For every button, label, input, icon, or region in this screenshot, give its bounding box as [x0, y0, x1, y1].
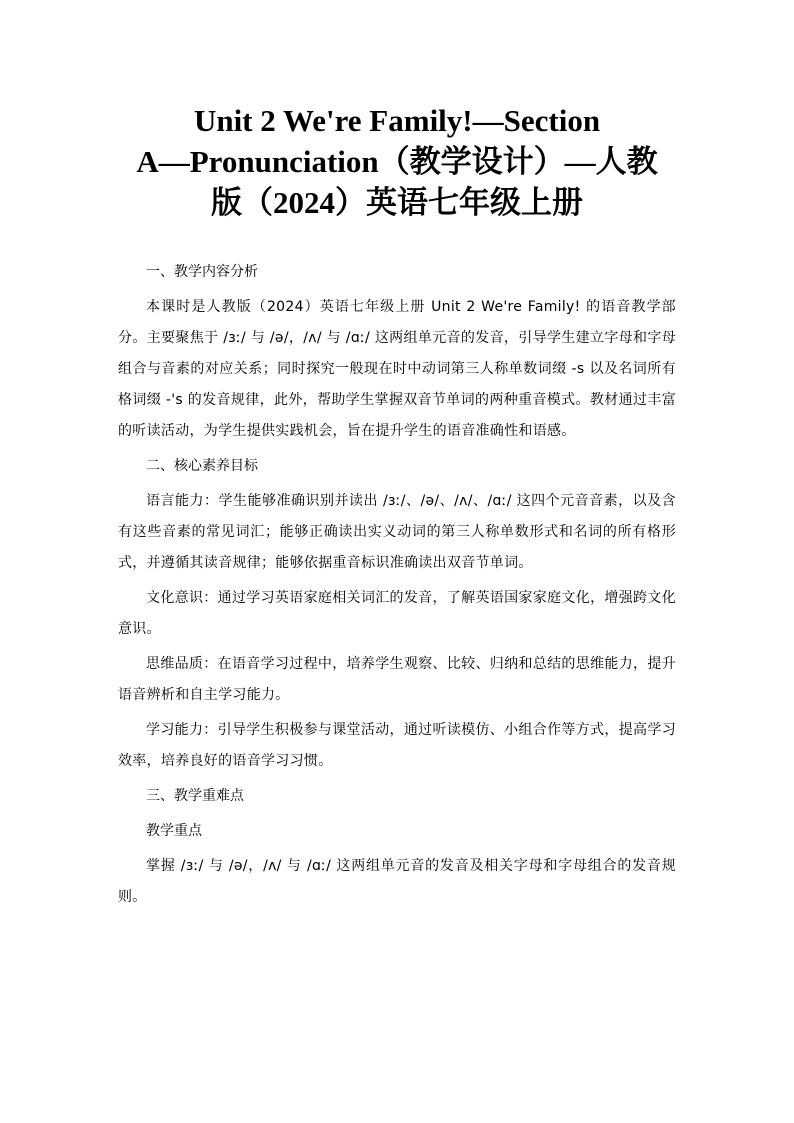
section-heading-key-difficulties: 三、教学重难点 — [146, 788, 244, 804]
section-heading-content-analysis: 一、教学内容分析 — [146, 264, 258, 280]
title-line-3: 版（2024）英语七年级上册 — [211, 185, 583, 220]
title-line-1: Unit 2 We're Family!—Section — [193, 103, 601, 138]
paragraph-cultural-awareness: 文化意识：通过学习英语家庭相关词汇的发音，了解英语国家家庭文化，增强跨文化意识。 — [118, 590, 676, 637]
paragraph-teaching-focus: 掌握 /ɜː/ 与 /ə/，/ʌ/ 与 /ɑː/ 这两组单元音的发音及相关字母和字母组合的发音规则。 — [118, 858, 676, 905]
paragraph-learning-ability: 学习能力：引导学生积极参与课堂活动，通过听读模仿、小组合作等方式，提高学习效率，培养良好的语音学习习惯。 — [118, 722, 676, 769]
section-heading-core-goals: 二、核心素养目标 — [146, 458, 258, 474]
title-line-2: A—Pronunciation（教学设计）—人教 — [136, 144, 658, 179]
paragraph-content-analysis: 本课时是人教版（2024）英语七年级上册 Unit 2 We're Family! 的语音教学部分。主要聚焦于 /ɜː/ 与 /ə/，/ʌ/ 与 /ɑː/ 这两组单元音的发音，引导学生建立字母和字母组合与音素的对应关系；同时探究一般现在时中动词第三人称单数词缀 -s 以及名词所有格词缀 -'s 的发音规律，此外，帮助学生掌握双音节单词的两种重音模式。教材通过丰富的听读活动，为学生提供实践机会，旨在提升学生的语音准确性和语感。 — [118, 299, 676, 439]
paragraph-thinking-quality: 思维品质：在语音学习过程中，培养学生观察、比较、归纳和总结的思维能力，提升语音辨析和自主学习能力。 — [118, 656, 676, 703]
subheading-teaching-focus: 教学重点 — [146, 823, 202, 839]
paragraph-language-ability: 语言能力：学生能够准确识别并读出 /ɜː/、/ə/、/ʌ/、/ɑː/ 这四个元音音素，以及含有这些音素的常见词汇；能够正确读出实义动词的第三人称单数形式和名词的所有格形式，并遵循其读音规律；能够依据重音标识准确读出双音节单词。 — [118, 493, 676, 571]
document-title — [118, 100, 676, 223]
